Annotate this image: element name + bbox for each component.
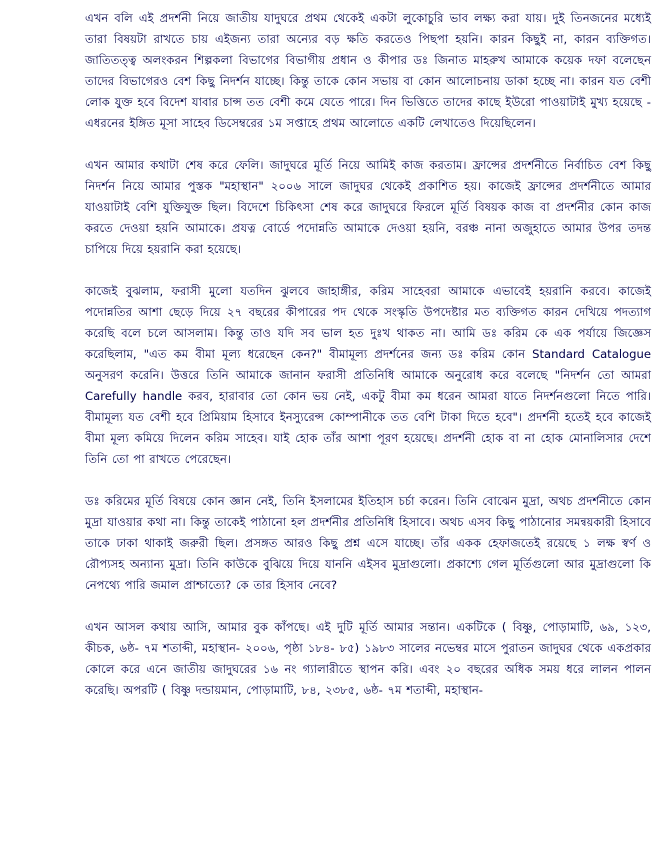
- paragraph-gap: [85, 596, 651, 617]
- paragraph-1: এখন বলি এই প্রদর্শনী নিয়ে জাতীয় যাদুঘরে প্রথম থেকেই একটা লুকোচুরি ভাব লক্ষ্য করা যায়। দুই তিনজনের মধ্যেই তারা বিষয়টা রাখতে চায় এইজন্য তারা অন্যের বড় ক্ষতি করতেও পিছপা হয়নি। কারন কিছুই না, কারন ব্যক্তিগত। জাতিতত্ত্ব অলংকরন শিল্পকলা বিভাগের বিভাগীয় প্রধান ও কীপার ডঃ জিনাত মাহরুখ আমাকে কয়েক দফা বলেছেন তাদের বিভাগেরও বেশ কিছু নিদর্শন যাচ্ছে। কিন্তু তাকে কোন সভায় বা কোন আলোচনায় ডাকা হচ্ছে না। কারন যত বেশী লোক যুক্ত হবে বিদেশ যাবার চান্স তত বেশী কমে যেতে পারে। দিন ভিত্তিতে তাদের কাছে ইউরো পাওয়াটাই মুখ্য হয়েছে - এধরনের ইঙ্গিত মূসা সাহেব ডিসেম্বরের ১ম সপ্তাহে প্রথম আলোতে একটি লেখাতেও দিয়েছিলেন।: [85, 11, 651, 130]
- paragraph-3: কাজেই বুঝলাম, ফরাসী মুলো যতদিন ঝুলবে জাহাঙ্গীর, করিম সাহেবরা আমাকে এভাবেই হয়রানি করবে। কাজেই পদোন্নতির আশা ছেড়ে দিয়ে ২৭ বছরের কীপারের পদ থেকে সংস্কৃতি উপদেষ্টার মত ব্যক্তিগত কারন দেখিয়ে পদত্যাগ করেছি বলে চলে আসলাম। কিন্তু তাও যদি সব ভাল হত দুঃখ থাকত না। আমি ডঃ করিম কে এক পর্যায়ে জিজ্ঞেস করেছিলাম, "এত কম বীমা মূল্য ধরেছেন কেন?" বীমামূল্য প্রদর্শনের জন্য ডঃ করিম কোন Standard Catalogue অনুসরণ করেনি। উত্তরে তিনি আমাকে জানান ফরাসী প্রতিনিধি আমাকে অনুরোধ করে বলেছে "নিদর্শন তো আমরা Carefully handle করব, হারাবার তো কোন ভয় নেই, একটু বীমা কম ধরেন আমরা যাতে নিদর্শনগুলো নিতে পারি। বীমামূল্য যত বেশী হবে প্রিমিয়াম হিসাবে ইনস্যুরেন্স কোম্পানীকে তত বেশি টাকা দিতে হবে"। প্রদর্শনী হতেই হবে কাজেই বীমা মূল্য কমিয়ে দিলেন করিম সাহেব। যাই হোক তাঁর আশা পূরণ হয়েছে। প্রদর্শনী হোক বা না হোক মোনালিসার দেশে তিনি তো পা রাখতে পেরেছেন।: [85, 284, 651, 466]
- paragraph-gap: [85, 260, 651, 281]
- paragraph-4: ডঃ করিমের মূর্তি বিষয়ে কোন জ্ঞান নেই, তিনি ইসলামের ইতিহাস চর্চা করেন। তিনি বোঝেন মুদ্রা, অথচ প্রদর্শনীতে কোন মুদ্রা যাওয়ার কথা না। কিন্তু তাকেই পাঠানো হল প্রদর্শনীর প্রতিনিধি হিসাবে। অথচ এসব কিছু পাঠানোর সমন্বয়কারী হিসাবে তাকে ঢাকা থাকাই জরুরী ছিল। প্রসঙ্গত আরও কিছু প্রশ্ন এসে যাচ্ছে। তাঁর একক হেফাজতেই রয়েছে ১ লক্ষ স্বর্ণ ও রৌপ্যসহ অন্যান্য মুদ্রা। তিনি কাউকে বুঝিয়ে দিয়ে যাননি এইসব মুদ্রাগুলো। প্রকাশ্যে গেল মূর্তিগুলো আর মুদ্রাগুলো কি নেপথ্যে পারি জমাল প্রাশ্চাত্যে? কে তার হিসাব নেবে?: [85, 494, 651, 592]
- paragraph-gap: [85, 134, 651, 155]
- paragraph-gap: [85, 470, 651, 491]
- paragraph-5: এখন আসল কথায় আসি, আমার বুক কাঁপছে। এই দুটি মূর্তি আমার সন্তান। একটিকে ( বিষ্ণু, পোড়ামাটি, ৬৯, ১২৩, কীচক, ৬ষ্ঠ- ৭ম শতাব্দী, মহাস্থান- ২০০৬, পৃষ্ঠা ১৮৪- ৮৫) ১৯৮৩ সালের নভেম্বর মাসে পুরাতন জাদুঘর থেকে একপ্রকার কোলে করে এনে জাতীয় জাদুঘরের ১৬ নং গ্যালারীতে স্থাপন করি। এবং ২০ বছরের অধিক সময় ধরে লালন পালন করেছি। অপরটি ( বিষ্ণু দন্ডায়মান, পোড়ামাটি, ৮৪, ২৩৮৫, ৬ষ্ঠ- ৭ম শতাব্দী, মহাস্থান-: [85, 620, 651, 697]
- paragraph-2: এখন আমার কথাটা শেষ করে ফেলি। জাদুঘরে মূর্তি নিয়ে আমিই কাজ করতাম। ফ্রান্সের প্রদর্শনীতে নির্বাচিত বেশ কিছু নিদর্শন নিয়ে আমার পুস্তক "মহাস্থান" ২০০৬ সালে জাদুঘর থেকেই প্রকাশিত হয়। কাজেই ফ্রান্সের প্রদর্শনীতে আমার যাওয়াটাই বেশি যুক্তিযুক্ত ছিল। বিদেশে চিকিৎসা শেষ করে জাদুঘরে ফিরলে মূর্তি বিষয়ক কাজ বা প্রদর্শনীর কোন কাজ করতে দেওয়া হয়নি আমাকে। প্রযত্ন বোর্ডে পদোন্নতি আমাকে দেওয়া হয়নি, বরঞ্চ নানা অজুহাতে আমার উপর তদন্ত চাপিয়ে দিয়ে হয়রানি করা হয়েছে।: [85, 158, 651, 256]
